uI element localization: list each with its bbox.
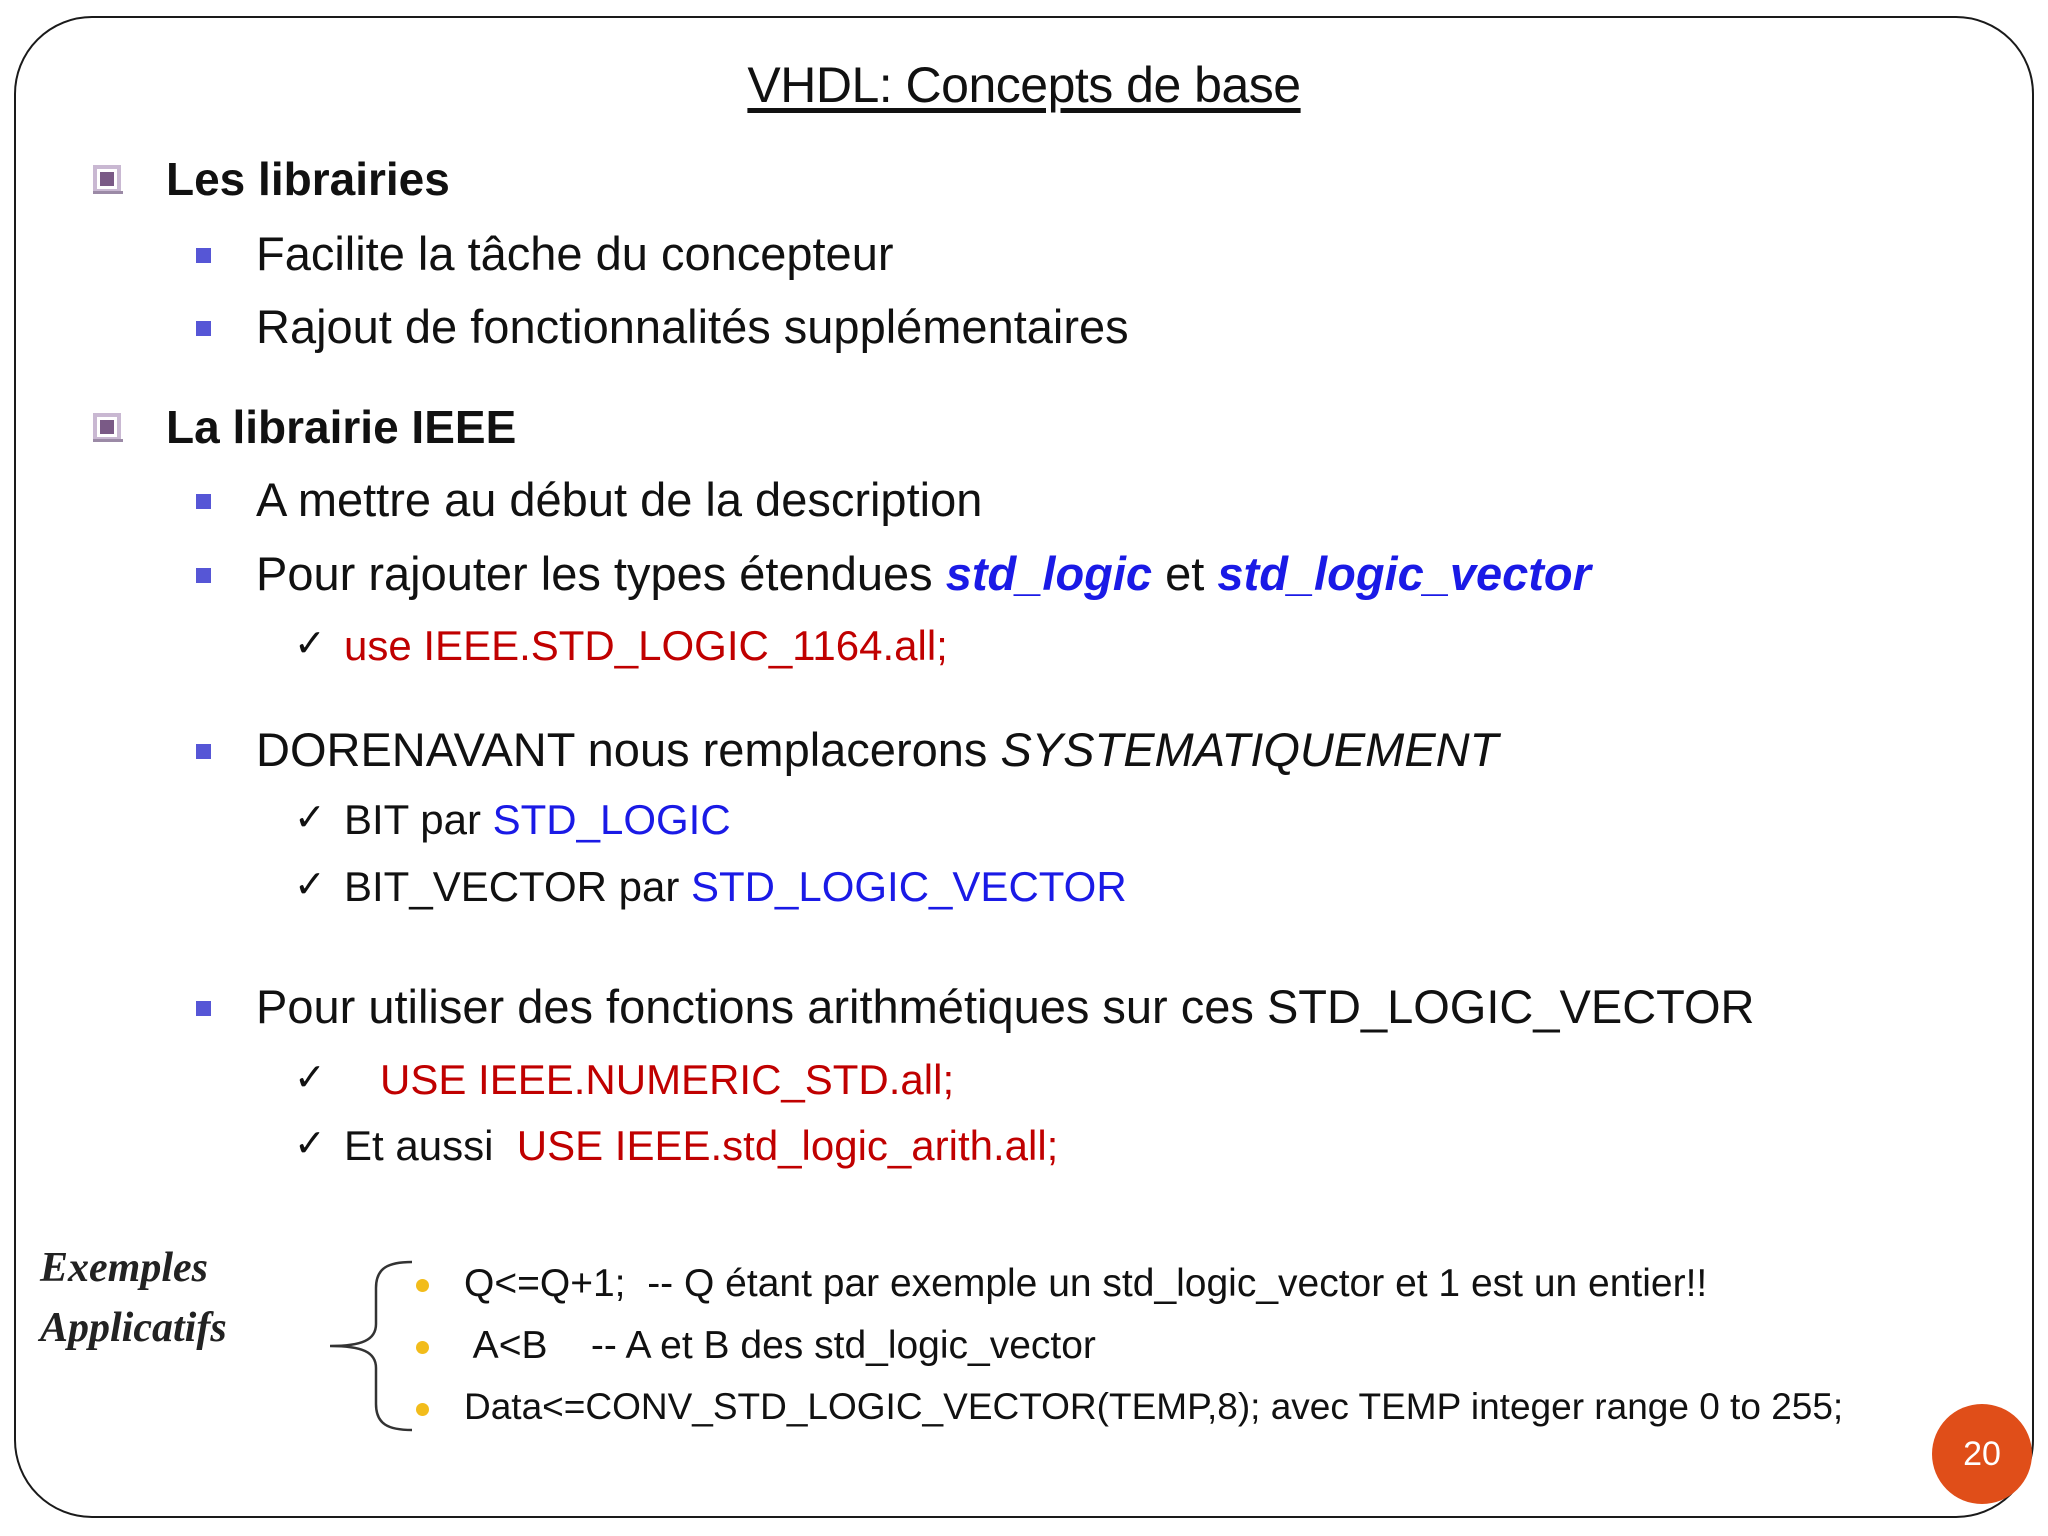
- small-square-bullet-icon: [196, 744, 211, 759]
- small-square-bullet-icon: [196, 248, 211, 263]
- replace-bit: [344, 796, 731, 844]
- page-number-badge: 20: [1932, 1404, 2032, 1504]
- replace-from: BIT_VECTOR par: [344, 863, 691, 910]
- yellow-dot-icon: [416, 1403, 429, 1416]
- replace-from: BIT par: [344, 796, 493, 843]
- small-square-bullet-icon: [196, 321, 211, 336]
- checkmark-icon: ✓: [294, 1057, 326, 1099]
- bullet-text: et: [1152, 547, 1218, 600]
- small-square-bullet-icon: [196, 494, 211, 509]
- example-item: Q<=Q+1; -- Q étant par exemple un std_logic_vector et 1 est un entier!!: [464, 1262, 1708, 1305]
- also-label: Et aussi: [344, 1122, 517, 1169]
- square-bullet-icon: [90, 162, 124, 196]
- slide-title: VHDL: Concepts de base: [747, 57, 1301, 113]
- examples-label-line2: Applicatifs: [40, 1305, 227, 1351]
- small-square-bullet-icon: [196, 568, 211, 583]
- code-use-std-logic-arith: USE IEEE.std_logic_arith.all;: [516, 1122, 1059, 1169]
- yellow-dot-icon: [416, 1279, 429, 1292]
- checkmark-icon: ✓: [294, 623, 326, 665]
- code-use-std-logic-1164: use IEEE.STD_LOGIC_1164.all;: [344, 622, 948, 669]
- replace-to-std-logic: STD_LOGIC: [492, 796, 731, 843]
- also-use-arith: [344, 1122, 1058, 1170]
- yellow-dot-icon: [416, 1341, 429, 1354]
- bullet-text: A mettre au début de la description: [256, 473, 983, 526]
- type-std-logic: std_logic: [945, 547, 1153, 600]
- bullet-types: [256, 546, 1591, 601]
- bullet-text: Pour utiliser des fonctions arithmétiques sur ces STD_LOGIC_VECTOR: [256, 980, 1755, 1033]
- replace-bit-vector: [344, 863, 1127, 911]
- section-heading-ieee: La librairie IEEE: [166, 401, 517, 453]
- example-item: Data<=CONV_STD_LOGIC_VECTOR(TEMP,8); avec TEMP integer range 0 to 255;: [464, 1386, 1844, 1427]
- bullet-text: Facilite la tâche du concepteur: [256, 227, 894, 280]
- replace-to-std-logic-vector: STD_LOGIC_VECTOR: [691, 863, 1127, 910]
- examples-label-line1: Exemples: [40, 1245, 208, 1291]
- square-bullet-icon: [90, 410, 124, 444]
- emphasis-systematiquement: SYSTEMATIQUEMENT: [1000, 723, 1499, 776]
- bullet-text: Pour rajouter les types étendues: [256, 547, 946, 600]
- checkmark-icon: ✓: [294, 797, 326, 839]
- curly-brace-icon: [326, 1258, 416, 1434]
- section-heading-libraries: Les librairies: [166, 153, 450, 205]
- code-use-numeric-std: USE IEEE.NUMERIC_STD.all;: [380, 1056, 955, 1103]
- bullet-dorenavant: [256, 722, 1498, 777]
- type-std-logic-vector: std_logic_vector: [1217, 547, 1591, 600]
- checkmark-icon: ✓: [294, 1123, 326, 1165]
- example-item: A<B -- A et B des std_logic_vector: [464, 1324, 1096, 1367]
- examples-label: [40, 1238, 227, 1358]
- bullet-text: Rajout de fonctionnalités supplémentaires: [256, 300, 1129, 353]
- checkmark-icon: ✓: [294, 864, 326, 906]
- bullet-text: DORENAVANT nous remplacerons: [256, 723, 1001, 776]
- small-square-bullet-icon: [196, 1001, 211, 1016]
